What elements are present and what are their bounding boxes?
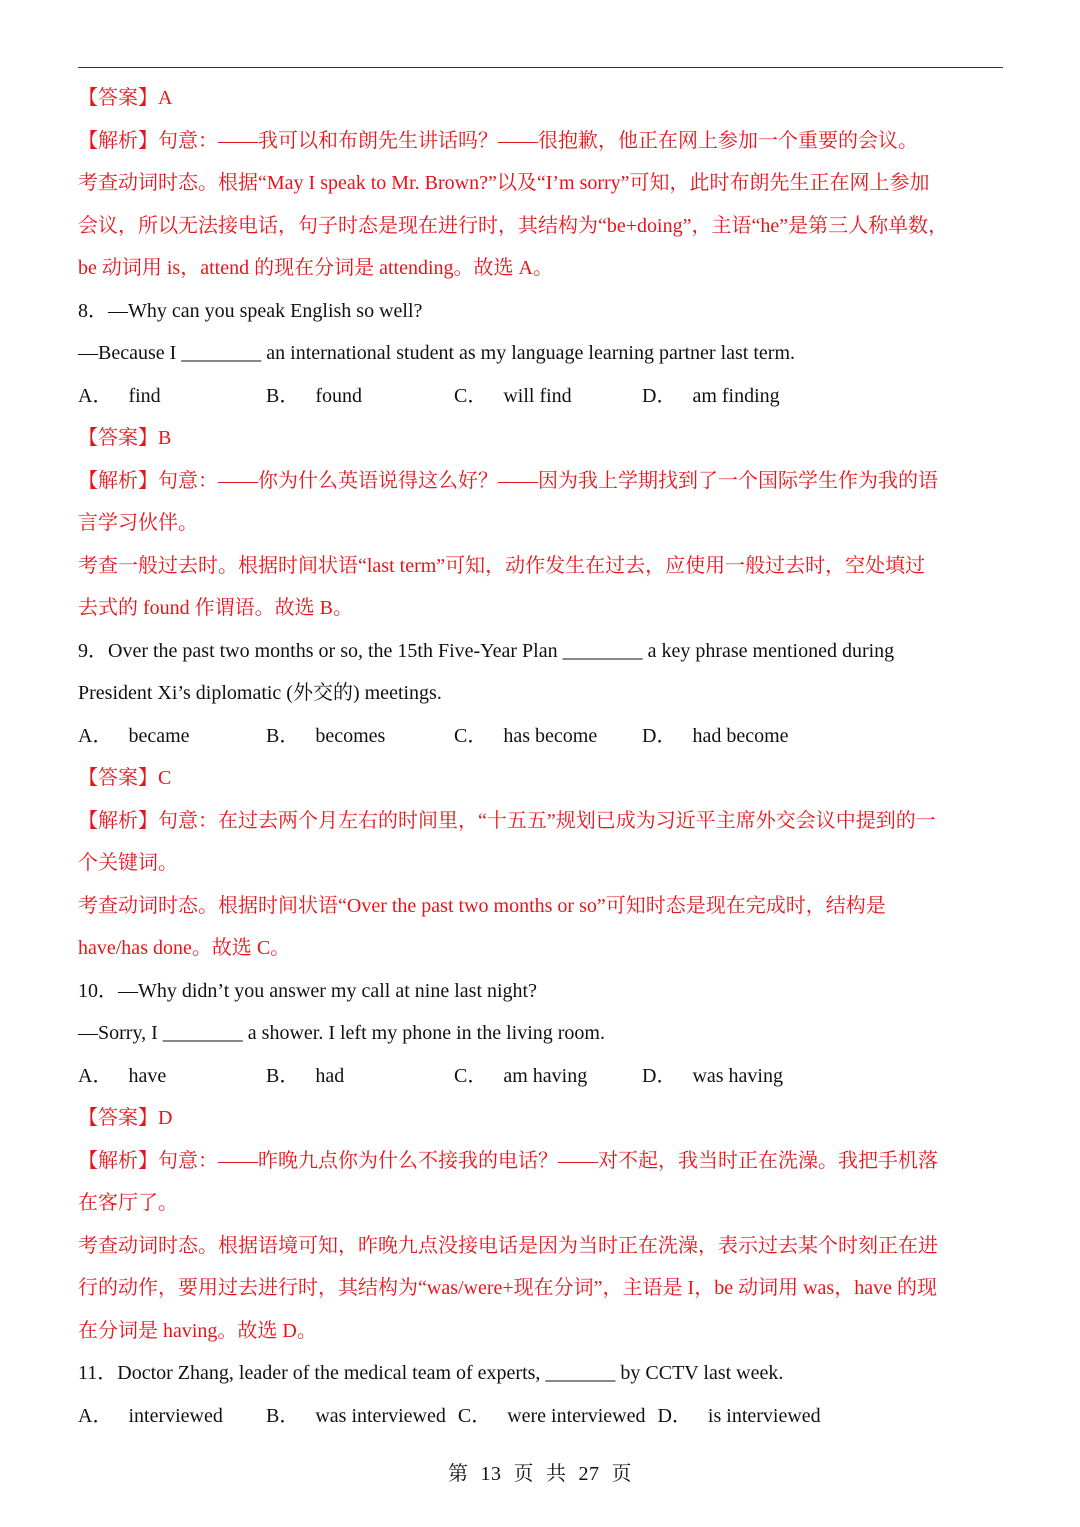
analysis-line: 在客厅了。 (78, 1192, 178, 1214)
option-a (78, 715, 266, 758)
page-number: 13 (480, 1463, 502, 1485)
option-letter: D． (642, 384, 677, 407)
analysis-line: 考查一般过去时。根据时间状语“last term”可知，动作发生在过去，应使用一般过去时，空处填过 (78, 554, 926, 577)
option-letter: A． (78, 1064, 113, 1087)
option-text: found (315, 384, 363, 407)
option-letter: C． (454, 1064, 488, 1087)
analysis-tag: 【解析】 (78, 129, 158, 152)
analysis-line: 考查动词时态。根据“May I speak to Mr. Brown?”以及“I’m sorry”可知，此时布朗先生正在网上参加 (78, 172, 930, 194)
answer-line (78, 1097, 1003, 1140)
option-b (266, 1395, 446, 1438)
option-letter: B． (266, 384, 300, 407)
option-letter: C． (457, 1404, 492, 1427)
footer-text: 第 (448, 1463, 469, 1485)
option-letter: B． (266, 1064, 300, 1087)
option-text: am finding (692, 384, 780, 407)
options-row (78, 715, 1003, 758)
analysis-tag: 【解析】 (78, 809, 158, 832)
analysis-line: 考查动词时态。根据时间状语“Over the past two months or so”可知时态是现在完成时，结构是 (78, 894, 886, 917)
analysis-line (78, 120, 1003, 163)
option-b (266, 1055, 454, 1098)
option-c (454, 375, 642, 418)
answer-line (78, 417, 1003, 460)
option-text: is interviewed (707, 1404, 821, 1427)
option-text: became (128, 724, 190, 747)
option-letter: A． (78, 724, 113, 747)
option-text: interviewed (128, 1404, 223, 1427)
analysis-text: 句意：——我可以和布朗先生讲话吗？——很抱歉，他正在网上参加一个重要的会议。 (158, 129, 918, 152)
page-content (78, 77, 1003, 1437)
answer-line (78, 77, 1003, 120)
question-line: President Xi’s diplomatic (外交的) meetings. (78, 682, 442, 704)
answer-line (78, 757, 1003, 800)
analysis-line: 言学习伙伴。 (78, 512, 198, 534)
option-text: am having (503, 1064, 588, 1087)
option-text: find (128, 384, 161, 407)
question-line: —Because I ________ an international student as my language learning partner last term. (78, 342, 796, 364)
option-letter: D． (657, 1404, 692, 1427)
option-d (657, 1395, 820, 1438)
question-line: —Sorry, I ________ a shower. I left my phone in the living room. (78, 1022, 605, 1044)
answer-value: A (158, 87, 173, 109)
option-text: has become (503, 724, 598, 747)
analysis-line: 个关键词。 (78, 852, 178, 874)
option-letter: D． (642, 1064, 677, 1087)
question-line: 8．—Why can you speak English so well? (78, 299, 423, 322)
option-text: becomes (315, 724, 386, 747)
total-pages: 27 (578, 1463, 600, 1485)
analysis-line (78, 1140, 1003, 1183)
answer-tag: 【答案】 (78, 87, 158, 109)
option-text: were interviewed (507, 1404, 646, 1427)
option-letter: C． (454, 384, 488, 407)
analysis-tag: 【解析】 (78, 469, 158, 492)
option-text: was interviewed (315, 1404, 446, 1427)
option-letter: A． (78, 1404, 113, 1427)
option-a (78, 1395, 266, 1438)
analysis-line: 在分词是 having。故选 D。 (78, 1319, 317, 1342)
footer-text: 页 (513, 1463, 534, 1485)
analysis-line: 去式的 found 作谓语。故选 B。 (78, 597, 353, 619)
answer-tag: 【答案】 (78, 1107, 158, 1129)
option-a (78, 1055, 266, 1098)
option-text: have (128, 1064, 167, 1087)
option-letter: B． (266, 724, 300, 747)
option-a (78, 375, 266, 418)
options-row (78, 1055, 1003, 1098)
answer-value: C (158, 767, 172, 789)
footer-text: 共 (546, 1463, 567, 1485)
option-b (266, 375, 454, 418)
analysis-line (78, 800, 1003, 843)
option-c (454, 1055, 642, 1098)
option-d (642, 375, 830, 418)
option-c (454, 715, 642, 758)
footer-text: 页 (611, 1463, 632, 1485)
answer-value: B (158, 427, 172, 449)
analysis-text: 句意：——你为什么英语说得这么好？——因为我上学期找到了一个国际学生作为我的语 (158, 469, 938, 492)
analysis-line: 会议，所以无法接电话，句子时态是现在进行时，其结构为“be+doing”，主语“he”是第三人称单数， (78, 214, 949, 237)
analysis-line: 考查动词时态。根据语境可知，昨晚九点没接电话是因为当时正在洗澡，表示过去某个时刻正在进 (78, 1234, 938, 1257)
analysis-text: 句意：——昨晚九点你为什么不接我的电话？——对不起，我当时正在洗澡。我把手机落 (158, 1149, 938, 1172)
options-row (78, 375, 1003, 418)
analysis-line (78, 460, 1003, 503)
option-letter: A． (78, 384, 113, 407)
question-line: 11．Doctor Zhang, leader of the medical team of experts, _______ by CCTV last week. (78, 1362, 784, 1384)
answer-value: D (158, 1107, 173, 1129)
page-footer (0, 1457, 1080, 1486)
option-letter: B． (266, 1404, 300, 1427)
option-b (266, 715, 454, 758)
option-letter: D． (642, 724, 677, 747)
options-row (78, 1395, 1003, 1438)
option-letter: C． (454, 724, 488, 747)
analysis-tag: 【解析】 (78, 1149, 158, 1172)
option-text: will find (503, 384, 572, 407)
option-d (642, 715, 830, 758)
analysis-line: have/has done。故选 C。 (78, 937, 291, 959)
analysis-text: 句意：在过去两个月左右的时间里，“十五五”规划已成为习近平主席外交会议中提到的一 (158, 809, 936, 832)
answer-tag: 【答案】 (78, 427, 158, 449)
option-text: had become (692, 724, 789, 747)
question-line: 9．Over the past two months or so, the 15th Five-Year Plan ________ a key phrase mentioned during (78, 639, 895, 662)
analysis-line: be 动词用 is，attend 的现在分词是 attending。故选 A。 (78, 257, 553, 279)
analysis-line: 行的动作，要用过去进行时，其结构为“was/were+现在分词”，主语是 I，be 动词用 was，have 的现 (78, 1277, 937, 1299)
header-rule (78, 67, 1003, 68)
option-text: was having (692, 1064, 783, 1087)
answer-tag: 【答案】 (78, 767, 158, 789)
question-line: 10．—Why didn’t you answer my call at nine last night? (78, 979, 537, 1002)
option-d (642, 1055, 830, 1098)
option-text: had (315, 1064, 345, 1087)
option-c (458, 1395, 646, 1438)
